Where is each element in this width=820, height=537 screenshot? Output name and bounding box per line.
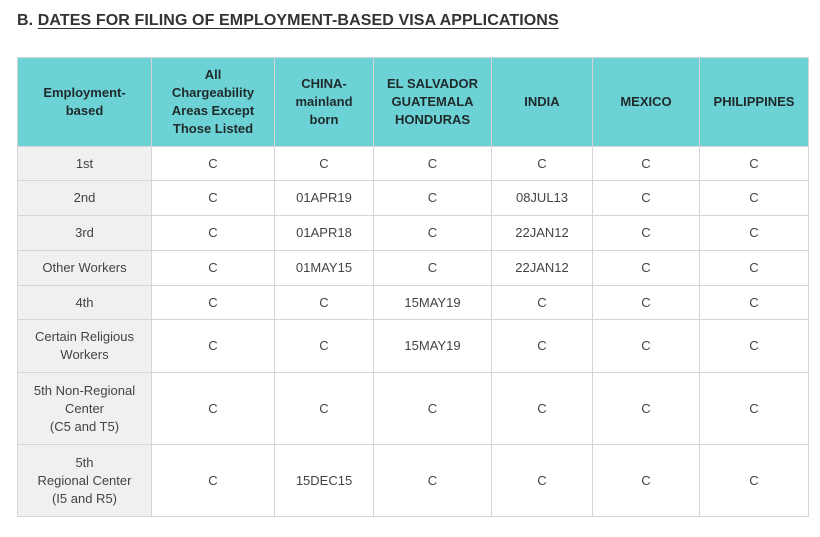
table-cell: 22JAN12 <box>492 251 593 286</box>
table-cell: C <box>374 147 492 181</box>
column-header-el-salvador-guatemala-honduras: EL SALVADOR GUATEMALA HONDURAS <box>374 58 492 147</box>
table-cell: 22JAN12 <box>492 216 593 251</box>
section-prefix: B. <box>17 12 34 29</box>
table-cell: C <box>152 147 275 181</box>
row-label: 5th Non-Regional Center (C5 and T5) <box>18 373 152 445</box>
table-cell: C <box>275 286 374 320</box>
table-cell: C <box>152 251 275 286</box>
table-cell: C <box>275 147 374 181</box>
table-cell: C <box>275 320 374 373</box>
row-label: 2nd <box>18 181 152 216</box>
section-title: DATES FOR FILING OF EMPLOYMENT-BASED VISA APPLICATIONS <box>37 12 559 29</box>
row-label: 1st <box>18 147 152 181</box>
table-cell: C <box>374 373 492 445</box>
table-header-row <box>18 58 809 147</box>
table-cell: C <box>700 147 809 181</box>
table-cell: C <box>593 181 700 216</box>
table-cell: C <box>152 373 275 445</box>
table-cell: 01APR19 <box>275 181 374 216</box>
table-cell: C <box>374 181 492 216</box>
row-label: 3rd <box>18 216 152 251</box>
table-cell: C <box>152 216 275 251</box>
table-cell: C <box>700 216 809 251</box>
table-cell: C <box>593 445 700 517</box>
table-cell: C <box>700 320 809 373</box>
table-cell: C <box>593 251 700 286</box>
table-row <box>18 445 809 517</box>
row-label: Other Workers <box>18 251 152 286</box>
column-header-china: CHINA- mainland born <box>275 58 374 147</box>
table-cell: C <box>374 216 492 251</box>
table-cell: C <box>700 251 809 286</box>
table-row <box>18 320 809 373</box>
row-label: Certain Religious Workers <box>18 320 152 373</box>
table-cell: C <box>152 445 275 517</box>
column-header-india: INDIA <box>492 58 593 147</box>
table-cell: C <box>593 286 700 320</box>
table-cell: C <box>593 147 700 181</box>
table-cell: C <box>374 251 492 286</box>
column-header-employment-based: Employment- based <box>18 58 152 147</box>
table-row <box>18 181 809 216</box>
table-cell: 15MAY19 <box>374 320 492 373</box>
table-cell: C <box>152 286 275 320</box>
table-row <box>18 216 809 251</box>
section-heading <box>17 12 559 30</box>
table-cell: C <box>492 320 593 373</box>
table-cell: C <box>492 286 593 320</box>
visa-dates-table <box>17 57 809 517</box>
table-cell: C <box>275 373 374 445</box>
table-cell: C <box>492 445 593 517</box>
table-cell: C <box>152 181 275 216</box>
table-cell: 01MAY15 <box>275 251 374 286</box>
table-cell: C <box>700 445 809 517</box>
table-cell: C <box>700 373 809 445</box>
table-row <box>18 251 809 286</box>
table-cell: C <box>700 286 809 320</box>
table-cell: C <box>492 147 593 181</box>
table-cell: C <box>700 181 809 216</box>
table-cell: C <box>152 320 275 373</box>
row-label: 5th Regional Center (I5 and R5) <box>18 445 152 517</box>
table-cell: C <box>593 320 700 373</box>
table-row <box>18 373 809 445</box>
table-row <box>18 147 809 181</box>
column-header-all-chargeability: All Chargeability Areas Except Those Listed <box>152 58 275 147</box>
table-cell: 08JUL13 <box>492 181 593 216</box>
column-header-philippines: PHILIPPINES <box>700 58 809 147</box>
table-cell: 01APR18 <box>275 216 374 251</box>
column-header-mexico: MEXICO <box>593 58 700 147</box>
table-row <box>18 286 809 320</box>
table-cell: 15DEC15 <box>275 445 374 517</box>
table-cell: C <box>593 373 700 445</box>
table-cell: C <box>593 216 700 251</box>
table-cell: C <box>374 445 492 517</box>
row-label: 4th <box>18 286 152 320</box>
table-cell: C <box>492 373 593 445</box>
table-cell: 15MAY19 <box>374 286 492 320</box>
